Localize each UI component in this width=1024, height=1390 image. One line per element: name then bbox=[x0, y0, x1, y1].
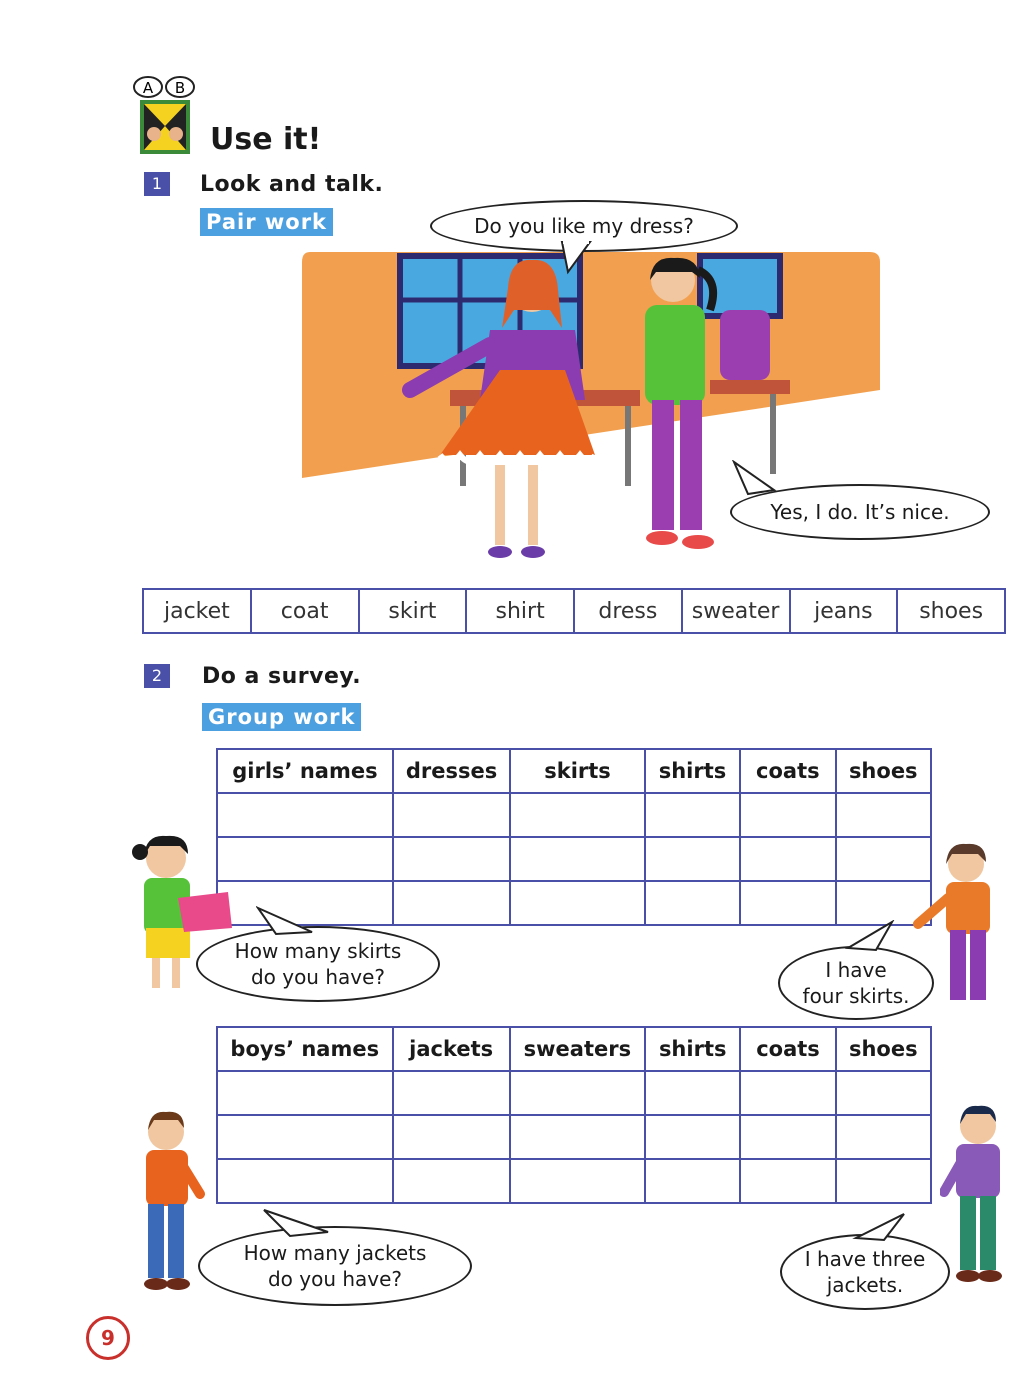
bubble-tail-girl-answer bbox=[840, 920, 900, 952]
ab-logo-icon bbox=[130, 76, 206, 158]
girls-table-header-row bbox=[217, 749, 931, 793]
pair-work-tag: Pair work bbox=[200, 208, 333, 236]
section-1-instruction: Look and talk. bbox=[200, 172, 384, 197]
table-cell[interactable] bbox=[393, 1071, 510, 1115]
header-boys-names: boys’ names bbox=[217, 1027, 393, 1071]
table-cell[interactable] bbox=[510, 837, 645, 881]
girl-question-line-1: How many skirts bbox=[234, 939, 402, 963]
table-cell[interactable] bbox=[217, 837, 393, 881]
table-cell[interactable] bbox=[645, 793, 740, 837]
table-cell[interactable] bbox=[740, 1115, 835, 1159]
table-cell[interactable] bbox=[393, 1159, 510, 1203]
boys-survey-table bbox=[216, 1026, 932, 1204]
bubble-tail-boy-question bbox=[262, 1208, 332, 1238]
table-cell[interactable] bbox=[836, 1159, 931, 1203]
bubble-tail-answer bbox=[730, 460, 780, 496]
speech-bubble-girl-answer bbox=[778, 946, 934, 1020]
logo-letter-a: A bbox=[142, 79, 154, 97]
speech-bubble-girl-question bbox=[196, 926, 440, 1002]
boy-question-line-1: How many jackets bbox=[243, 1241, 427, 1265]
speech-bubble-boy-question bbox=[198, 1226, 472, 1306]
table-cell[interactable] bbox=[836, 1071, 931, 1115]
table-row bbox=[217, 1115, 931, 1159]
header-dresses: dresses bbox=[393, 749, 510, 793]
logo-letter-b: B bbox=[174, 79, 186, 97]
group-work-tag: Group work bbox=[202, 703, 361, 731]
boys-table-header-row bbox=[217, 1027, 931, 1071]
bubble-tail-girl-question bbox=[256, 906, 316, 936]
table-cell[interactable] bbox=[740, 881, 835, 925]
table-cell[interactable] bbox=[740, 1159, 835, 1203]
section-2-number: 2 bbox=[144, 664, 170, 688]
table-cell[interactable] bbox=[510, 1115, 645, 1159]
word-jeans: jeans bbox=[791, 590, 899, 632]
speech-bubble-boy-answer bbox=[780, 1234, 950, 1310]
bubble-tail-boy-answer bbox=[850, 1212, 910, 1242]
table-cell[interactable] bbox=[740, 793, 835, 837]
header-coats: coats bbox=[740, 749, 835, 793]
table-row bbox=[217, 793, 931, 837]
header-girls-names: girls’ names bbox=[217, 749, 393, 793]
table-cell[interactable] bbox=[836, 793, 931, 837]
table-cell[interactable] bbox=[393, 1115, 510, 1159]
page-title: Use it! bbox=[210, 122, 322, 157]
ab-logo bbox=[130, 76, 206, 158]
word-skirt: skirt bbox=[360, 590, 468, 632]
word-sweater: sweater bbox=[683, 590, 791, 632]
header-sweaters: sweaters bbox=[510, 1027, 645, 1071]
section-2-instruction: Do a survey. bbox=[202, 664, 362, 689]
word-shirt: shirt bbox=[467, 590, 575, 632]
word-shoes: shoes bbox=[919, 598, 984, 624]
boy-right-illustration bbox=[940, 1102, 1010, 1288]
table-cell[interactable] bbox=[510, 793, 645, 837]
word-bank bbox=[142, 588, 1006, 634]
header-shirts: shirts bbox=[645, 1027, 740, 1071]
table-cell[interactable] bbox=[645, 1071, 740, 1115]
table-row bbox=[217, 1071, 931, 1115]
boy-answer-line-1: I have three bbox=[804, 1247, 926, 1271]
header-jackets: jackets bbox=[393, 1027, 510, 1071]
table-cell[interactable] bbox=[645, 881, 740, 925]
table-cell[interactable] bbox=[740, 837, 835, 881]
boy-question-line-2: do you have? bbox=[267, 1267, 403, 1291]
table-cell[interactable] bbox=[217, 1115, 393, 1159]
header-skirts: skirts bbox=[510, 749, 645, 793]
bubble-answer-text: Yes, I do. It’s nice. bbox=[770, 500, 950, 524]
word-coat: coat bbox=[252, 590, 360, 632]
header-coats: coats bbox=[740, 1027, 835, 1071]
table-cell[interactable] bbox=[217, 1159, 393, 1203]
word-jacket: jacket bbox=[144, 590, 252, 632]
header-shirts: shirts bbox=[645, 749, 740, 793]
table-cell[interactable] bbox=[510, 1071, 645, 1115]
header-shoes: shoes bbox=[836, 749, 931, 793]
table-cell[interactable] bbox=[645, 837, 740, 881]
table-cell[interactable] bbox=[510, 1159, 645, 1203]
page-number: 9 bbox=[86, 1316, 130, 1360]
table-cell[interactable] bbox=[740, 1071, 835, 1115]
girl-answer-line-1: I have bbox=[825, 958, 887, 982]
table-cell[interactable] bbox=[393, 881, 510, 925]
section-1-number: 1 bbox=[144, 172, 170, 196]
bubble-question-text: Do you like my dress? bbox=[474, 214, 694, 238]
girl-answer-line-2: four skirts. bbox=[802, 984, 910, 1008]
table-row bbox=[217, 881, 931, 925]
boy-answer-line-2: jackets. bbox=[826, 1273, 904, 1297]
word-dress: dress bbox=[575, 590, 683, 632]
table-row bbox=[217, 1159, 931, 1203]
table-cell[interactable] bbox=[645, 1159, 740, 1203]
table-cell[interactable] bbox=[393, 837, 510, 881]
table-cell[interactable] bbox=[217, 1071, 393, 1115]
girls-survey-table bbox=[216, 748, 932, 926]
table-cell[interactable] bbox=[510, 881, 645, 925]
girl-question-line-2: do you have? bbox=[250, 965, 386, 989]
table-row bbox=[217, 837, 931, 881]
bubble-tail-question bbox=[560, 240, 600, 276]
table-cell[interactable] bbox=[836, 1115, 931, 1159]
table-cell[interactable] bbox=[393, 793, 510, 837]
table-cell[interactable] bbox=[217, 793, 393, 837]
header-shoes: shoes bbox=[836, 1027, 931, 1071]
boy-left-illustration bbox=[134, 1108, 206, 1296]
table-cell[interactable] bbox=[645, 1115, 740, 1159]
